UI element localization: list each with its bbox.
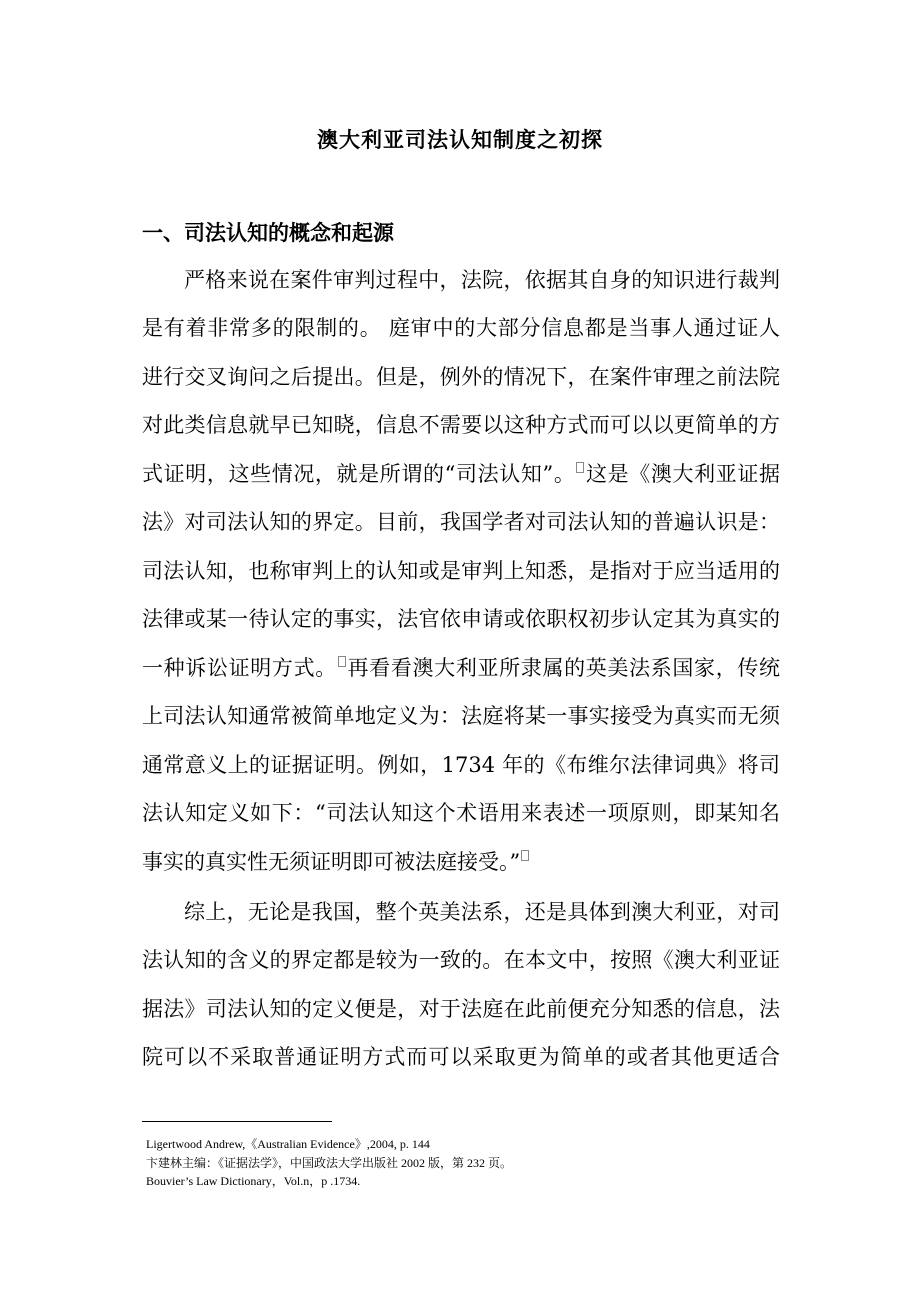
- paragraph-line: 法认知的含义的界定都是较为一致的。在本文中，按照《澳大利亚证: [142, 948, 780, 972]
- line-segment: 这是《澳大利亚证据: [585, 462, 780, 486]
- paragraph-line: [142, 653, 780, 683]
- line-segment: 一种诉讼证明方式。: [142, 656, 337, 680]
- footnote-text: Bouvier’s Law Dictionary，Vol.n，p .1734.: [146, 1174, 361, 1188]
- footnote-ref-2[interactable]: [338, 656, 346, 667]
- footnote-ref-3[interactable]: [521, 850, 529, 861]
- paragraph-line: 对此类信息就早已知晓，信息不需要以这种方式而可以以更简单的方: [142, 413, 780, 437]
- paragraph-line: 上司法认知通常被简单地定义为：法庭将某一事实接受为真实而无须: [142, 704, 780, 728]
- paragraph-line: [142, 847, 780, 877]
- paragraph-line: 是有着非常多的限制的。 庭审中的大部分信息都是当事人通过证人: [142, 316, 780, 340]
- paragraph-line: 严格来说在案件审判过程中，法院，依据其自身的知识进行裁判: [184, 268, 780, 292]
- paragraph-line: 综上，无论是我国，整个英美法系，还是具体到澳大利亚，对司: [184, 900, 780, 924]
- paragraph-line: 法认知定义如下：“司法认知这个术语用来表述一项原则，即某知名: [142, 801, 780, 825]
- footnote-ref-1[interactable]: [576, 462, 584, 473]
- paragraph-line: 司法认知，也称审判上的认知或是审判上知悉，是指对于应当适用的: [142, 559, 780, 583]
- line-segment: 再看看澳大利亚所隶属的英美法系国家，传统: [346, 656, 781, 680]
- paragraph-line: 法》对司法认知的界定。目前，我国学者对司法认知的普遍认识是：: [142, 510, 780, 534]
- paragraph-line: 通常意义上的证据证明。例如，1734 年的《布维尔法律词典》将司: [142, 753, 780, 777]
- footnote-text: 卞建林主编：《证据法学》，中国政法大学出版社 2002 版，第 232 页。: [146, 1156, 513, 1170]
- footnote-3: [142, 1172, 360, 1189]
- line-segment: 式证明，这些情况，就是所谓的“司法认知”。: [142, 462, 576, 486]
- footnote-1: [142, 1135, 430, 1152]
- document-title: 澳大利亚司法认知制度之初探: [317, 127, 603, 152]
- paragraph-line: 据法》司法认知的定义便是，对于法庭在此前便充分知悉的信息，法: [142, 997, 780, 1021]
- paragraph-line: 院可以不采取普通证明方式而可以采取更为简单的或者其他更适合: [142, 1045, 780, 1069]
- paragraph-line: 进行交叉询问之后提出。但是，例外的情况下，在案件审理之前法院: [142, 365, 780, 389]
- paragraph-line: [142, 459, 780, 489]
- footnote-2: [142, 1154, 512, 1171]
- line-segment: 事实的真实性无须证明即可被法庭接受。”: [142, 850, 521, 874]
- paragraph-line: 法律或某一待认定的事实，法官依申请或依职权初步认定其为真实的: [142, 607, 780, 631]
- footnote-divider: [142, 1121, 332, 1122]
- section-heading: 一、司法认知的概念和起源: [142, 220, 394, 245]
- footnote-text: Ligertwood Andrew,《Australian Evidence》,2004, p. 144: [146, 1137, 430, 1151]
